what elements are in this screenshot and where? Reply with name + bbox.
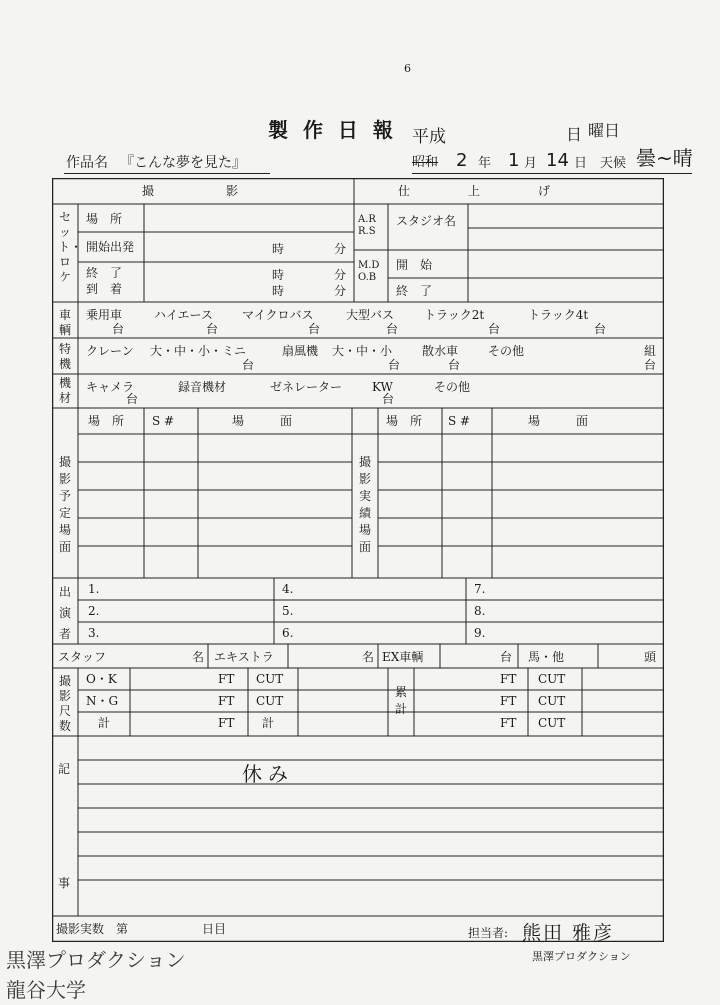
cast-4: 4. xyxy=(282,582,294,596)
cast-label: 出演者 xyxy=(58,585,71,641)
actual-col-scene: 場 面 xyxy=(528,414,589,428)
planned-scenes-label: 撮影予定場面 xyxy=(58,455,71,554)
month-label: 月 xyxy=(524,156,538,171)
notes-label-top: 記 xyxy=(58,762,71,776)
weather-value: 曇~晴 xyxy=(636,146,693,170)
weather-label: 天候 xyxy=(600,156,627,171)
head-unit: 頭 xyxy=(644,650,657,664)
work-name-underline xyxy=(64,173,270,174)
date-underline xyxy=(412,173,692,174)
company-name: 黒澤プロダクション xyxy=(532,950,631,963)
person-label: 担当者: xyxy=(468,926,509,940)
weekday-label: 曜日 xyxy=(588,121,621,140)
cum-total-cut: CUT xyxy=(538,716,566,730)
camera-unit: 台 xyxy=(126,392,139,406)
finish-label: 終 了 xyxy=(396,284,433,298)
camera-label: キャメラ xyxy=(86,380,135,394)
water-label: 散水車 xyxy=(422,344,459,358)
set-location-label: セット・ロケ xyxy=(58,210,83,284)
day-label: 日 xyxy=(574,156,588,171)
special-other-unit: 台 xyxy=(644,358,657,372)
footage-label: 撮影尺数 xyxy=(58,674,71,733)
weekday-value: 日 xyxy=(566,125,583,144)
day-value: 14 xyxy=(546,150,569,171)
vehicle-truck2-unit: 台 xyxy=(488,322,501,336)
planned-col-s: S # xyxy=(152,414,175,428)
place-label: 場 所 xyxy=(86,212,123,226)
cast-9: 9. xyxy=(474,626,486,640)
md-ob-label: M.D O.B xyxy=(358,260,380,283)
cast-3: 3. xyxy=(88,626,100,640)
ng-ft: FT xyxy=(218,694,235,708)
vehicle-car-unit: 台 xyxy=(112,322,125,336)
form-grid xyxy=(52,178,664,942)
month-value: 1 xyxy=(508,150,520,171)
fan-label: 扇風機 xyxy=(282,344,319,358)
fan-unit: 台 xyxy=(388,358,401,372)
cast-8: 8. xyxy=(474,604,486,618)
extra-unit: 名 xyxy=(362,650,375,664)
total-sum: 計 xyxy=(262,716,275,730)
depart-label: 開始出発 xyxy=(86,240,135,254)
cast-6: 6. xyxy=(282,626,294,640)
actual-col-place: 場 所 xyxy=(386,414,423,428)
car-unit: 台 xyxy=(500,650,513,664)
actual-scenes-label: 撮影実績場面 xyxy=(358,455,371,554)
ng-cut: CUT xyxy=(256,694,284,708)
vehicle-microbus-unit: 台 xyxy=(308,322,321,336)
crane-sizes: 大・中・小・ミニ xyxy=(150,344,247,358)
end-label: 終 了 xyxy=(86,266,123,280)
vehicle-truck4: トラック4t xyxy=(528,308,589,322)
vehicle-bus: 大型バス xyxy=(346,308,395,322)
notes-label-bottom: 事 xyxy=(58,876,71,890)
shoot-header: 撮 影 xyxy=(142,184,241,198)
vehicle-truck4-unit: 台 xyxy=(594,322,607,336)
cumulative-label: 累計 xyxy=(394,685,407,716)
generator-unit: 台 xyxy=(382,392,395,406)
special-other-label: その他 xyxy=(488,344,525,358)
arrive-hour-label: 時 xyxy=(272,284,285,298)
total-label: 計 xyxy=(98,716,111,730)
sound-label: 録音機材 xyxy=(178,380,227,394)
equipment-other-label: その他 xyxy=(434,380,471,394)
ok-ft: FT xyxy=(218,672,235,686)
vehicle-bus-unit: 台 xyxy=(386,322,399,336)
crane-unit: 台 xyxy=(242,358,255,372)
cum-ng-cut: CUT xyxy=(538,694,566,708)
report-form xyxy=(52,178,664,942)
vehicles-label: 車輌 xyxy=(58,308,71,337)
cum-ng-ft: FT xyxy=(500,694,517,708)
notes-entry: 休み xyxy=(242,762,294,786)
crane-label: クレーン xyxy=(86,344,134,358)
horse-label: 馬・他 xyxy=(528,650,565,664)
page-number: 6 xyxy=(404,62,411,75)
kw-label: KW xyxy=(372,380,393,394)
cast-7: 7. xyxy=(474,582,486,596)
cum-ok-cut: CUT xyxy=(538,672,566,686)
planned-col-scene: 場 面 xyxy=(232,414,293,428)
staff-label: スタッフ xyxy=(58,650,107,664)
cast-2: 2. xyxy=(88,604,100,618)
special-label: 特機 xyxy=(58,342,71,371)
start-label: 開 始 xyxy=(396,258,433,272)
fan-sizes: 大・中・小 xyxy=(332,344,393,358)
ok-cut: CUT xyxy=(256,672,284,686)
vehicle-hiace-unit: 台 xyxy=(206,322,219,336)
year-label: 年 xyxy=(478,156,492,171)
shoot-days-label: 撮影実数 第 xyxy=(56,922,129,936)
generator-label: ゼネレーター xyxy=(270,380,343,394)
special-set-unit: 組 xyxy=(644,344,657,358)
work-name-value: 『こんな夢を見た』 xyxy=(120,155,246,171)
cast-1: 1. xyxy=(88,582,100,596)
studio-label: スタジオ名 xyxy=(396,214,457,228)
vehicle-hiace: ハイエース xyxy=(154,308,213,322)
cum-total-ft: FT xyxy=(500,716,517,730)
work-name-label: 作品名 xyxy=(66,155,108,171)
page-title: 製 作 日 報 xyxy=(268,118,397,142)
vehicle-car: 乗用車 xyxy=(86,308,123,322)
watermark-line2: 龍谷大学 xyxy=(6,978,86,1002)
shoot-days-unit: 日目 xyxy=(202,922,227,936)
cast-5: 5. xyxy=(282,604,294,618)
total-ft: FT xyxy=(218,716,235,730)
depart-hour-label: 時 xyxy=(272,242,285,256)
equipment-label: 機材 xyxy=(58,376,71,405)
depart-minute-label: 分 xyxy=(334,242,347,256)
ok-label: O・K xyxy=(86,672,117,686)
watermark-line1: 黒澤プロダクション xyxy=(6,948,186,972)
person-name: 熊田 雅彦 xyxy=(522,922,615,944)
water-unit: 台 xyxy=(448,358,461,372)
ex-car-label: EX車輌 xyxy=(382,650,424,664)
staff-unit: 名 xyxy=(192,650,205,664)
finish-header: 仕 上 げ xyxy=(398,184,553,198)
era-handwritten: 平成 xyxy=(412,127,446,147)
ar-rs-label: A.R R.S xyxy=(358,214,376,237)
end-hour-label: 時 xyxy=(272,268,285,282)
planned-col-place: 場 所 xyxy=(88,414,125,428)
arrive-label: 到 着 xyxy=(86,282,123,296)
year-value: 2 xyxy=(456,150,468,171)
vehicle-truck2: トラック2t xyxy=(424,308,485,322)
end-minute-label: 分 xyxy=(334,268,347,282)
actual-col-s: S # xyxy=(448,414,471,428)
vehicle-microbus: マイクロバス xyxy=(242,308,314,322)
extra-label: エキストラ xyxy=(214,650,274,664)
arrive-minute-label: 分 xyxy=(334,284,347,298)
cum-ok-ft: FT xyxy=(500,672,517,686)
ng-label: N・G xyxy=(86,694,119,708)
era-printed: 昭和 xyxy=(412,155,439,170)
